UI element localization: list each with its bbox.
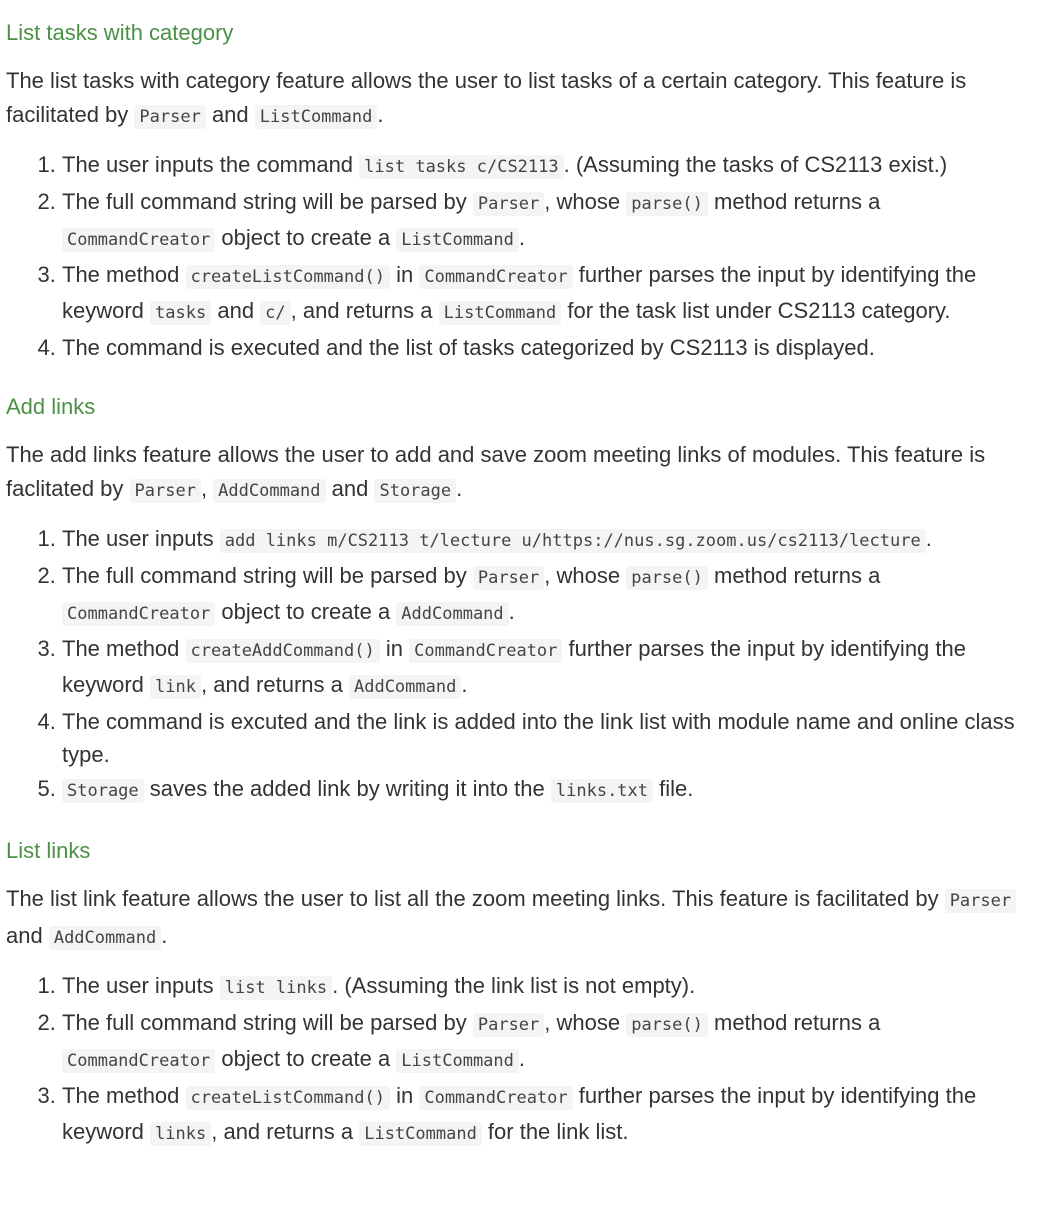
- step-item: [62, 1079, 1036, 1152]
- inline-code: AddCommand: [396, 602, 508, 626]
- text-run: The full command string will be parsed by: [62, 1009, 473, 1035]
- section-description: [6, 64, 1036, 134]
- text-run: .: [508, 599, 515, 624]
- text-run: , whose: [544, 562, 627, 588]
- text-run: , and returns a: [211, 1119, 360, 1144]
- inline-code: Parser: [945, 889, 1016, 913]
- inline-code: Storage: [62, 779, 144, 803]
- text-run: .: [461, 672, 468, 697]
- text-run: .: [925, 526, 932, 551]
- text-run: , and returns a: [201, 672, 349, 697]
- text-run: . (Assuming the link list is not empty).: [332, 973, 696, 998]
- text-run: saves the added link by writing it into the: [143, 775, 551, 801]
- inline-code: CommandCreator: [62, 1049, 215, 1073]
- text-run: .: [161, 922, 168, 948]
- inline-code: Parser: [473, 1013, 544, 1037]
- section-heading: Add links: [6, 394, 96, 419]
- text-run: . (Assuming the tasks of CS2113 exist.): [563, 152, 948, 177]
- text-run: The add links feature allows the user to add and save zoom meeting links of modules. This feature is faclitated by: [6, 442, 986, 501]
- text-run: method returns a: [707, 562, 881, 588]
- text-run: The command is executed and the list of tasks categorized by CS2113 is displayed.: [62, 334, 875, 360]
- inline-code: CommandCreator: [419, 265, 572, 289]
- text-run: , and returns a: [290, 298, 439, 323]
- section-description: [6, 882, 1036, 955]
- text-run: The user inputs: [62, 973, 220, 998]
- inline-code: link: [150, 675, 201, 699]
- text-run: The user inputs: [62, 526, 220, 551]
- text-run: ,: [200, 475, 214, 501]
- inline-code: CommandCreator: [419, 1086, 572, 1110]
- text-run: object to create a: [215, 599, 397, 624]
- inline-code: createListCommand(): [186, 265, 390, 289]
- inline-code: ListCommand: [439, 301, 562, 325]
- inline-code: ListCommand: [359, 1122, 482, 1146]
- inline-code: Parser: [473, 566, 544, 590]
- inline-code: Storage: [374, 479, 456, 503]
- text-run: for the task list under CS2113 category.: [561, 298, 951, 323]
- step-item: [62, 258, 1036, 331]
- step-item: [62, 632, 1036, 705]
- step-item: [62, 148, 1036, 185]
- text-run: in: [389, 1082, 420, 1108]
- step-item: [62, 1006, 1036, 1079]
- step-item: [62, 559, 1036, 632]
- inline-code: parse(): [626, 1013, 708, 1037]
- text-run: further parses the input by identifying the keyword: [62, 635, 966, 697]
- feature-section: [6, 386, 1036, 808]
- text-run: .: [377, 101, 384, 127]
- text-run: The method: [62, 1082, 186, 1108]
- text-run: The method: [62, 635, 186, 661]
- inline-code: AddCommand: [49, 926, 161, 950]
- text-run: .: [518, 1046, 526, 1071]
- inline-code: links.txt: [551, 779, 653, 803]
- text-run: in: [389, 261, 420, 287]
- inline-code: parse(): [626, 566, 708, 590]
- text-run: object to create a: [215, 1046, 397, 1071]
- inline-code: tasks: [150, 301, 211, 325]
- steps-list: [6, 969, 1036, 1152]
- text-run: .: [518, 225, 526, 250]
- step-item: [62, 185, 1036, 258]
- inline-code: list links: [220, 976, 332, 1000]
- inline-code: AddCommand: [213, 479, 325, 503]
- step-item: [62, 331, 1036, 365]
- inline-code: parse(): [626, 192, 708, 216]
- feature-section: [6, 12, 1036, 364]
- text-run: The command is excuted and the link is added into the link list with module name and online class type.: [62, 708, 1015, 767]
- inline-code: AddCommand: [349, 675, 461, 699]
- inline-code: ListCommand: [396, 228, 519, 252]
- text-run: method returns a: [707, 188, 881, 214]
- text-run: The full command string will be parsed by: [62, 562, 473, 588]
- text-run: and: [325, 475, 375, 501]
- text-run: further parses the input by identifying the keyword: [62, 1082, 977, 1144]
- text-run: The method: [62, 261, 186, 287]
- inline-code: links: [150, 1122, 211, 1146]
- text-run: , whose: [544, 188, 627, 214]
- step-item: [62, 969, 1036, 1006]
- text-run: file.: [653, 775, 694, 801]
- section-heading: List tasks with category: [6, 20, 234, 45]
- text-run: object to create a: [215, 225, 397, 250]
- text-run: The list tasks with category feature allows the user to list tasks of a certain category. This feature is facilitated by: [6, 68, 967, 127]
- text-run: The list link feature allows the user to list all the zoom meeting links. This feature is facilitated by: [6, 886, 945, 911]
- steps-list: [6, 522, 1036, 808]
- inline-code: ListCommand: [396, 1049, 519, 1073]
- steps-list: [6, 148, 1036, 364]
- section-description: [6, 438, 1036, 508]
- section-heading: List links: [6, 838, 91, 863]
- text-run: and: [6, 922, 49, 948]
- text-run: method returns a: [707, 1009, 881, 1035]
- text-run: for the link list.: [481, 1119, 629, 1144]
- inline-code: CommandCreator: [62, 602, 215, 626]
- text-run: The full command string will be parsed by: [62, 188, 473, 214]
- inline-code: CommandCreator: [62, 228, 215, 252]
- inline-code: createListCommand(): [186, 1086, 390, 1110]
- step-item: [62, 772, 1036, 809]
- text-run: and: [205, 101, 255, 127]
- inline-code: c/: [260, 301, 290, 325]
- text-run: in: [379, 635, 410, 661]
- text-run: and: [211, 298, 261, 323]
- inline-code: CommandCreator: [409, 639, 562, 663]
- inline-code: Parser: [134, 105, 205, 129]
- inline-code: ListCommand: [255, 105, 378, 129]
- text-run: further parses the input by identifying the keyword: [62, 261, 977, 323]
- feature-section: [6, 830, 1036, 1152]
- inline-code: createAddCommand(): [186, 639, 380, 663]
- text-run: .: [456, 475, 463, 501]
- inline-code: Parser: [473, 192, 544, 216]
- step-item: [62, 705, 1036, 772]
- inline-code: Parser: [130, 479, 201, 503]
- text-run: , whose: [544, 1009, 627, 1035]
- text-run: The user inputs the command: [62, 152, 360, 177]
- inline-code: add links m/CS2113 t/lecture u/https://nus.sg.zoom.us/cs2113/lecture: [220, 529, 926, 553]
- inline-code: list tasks c/CS2113: [359, 155, 563, 179]
- step-item: [62, 522, 1036, 559]
